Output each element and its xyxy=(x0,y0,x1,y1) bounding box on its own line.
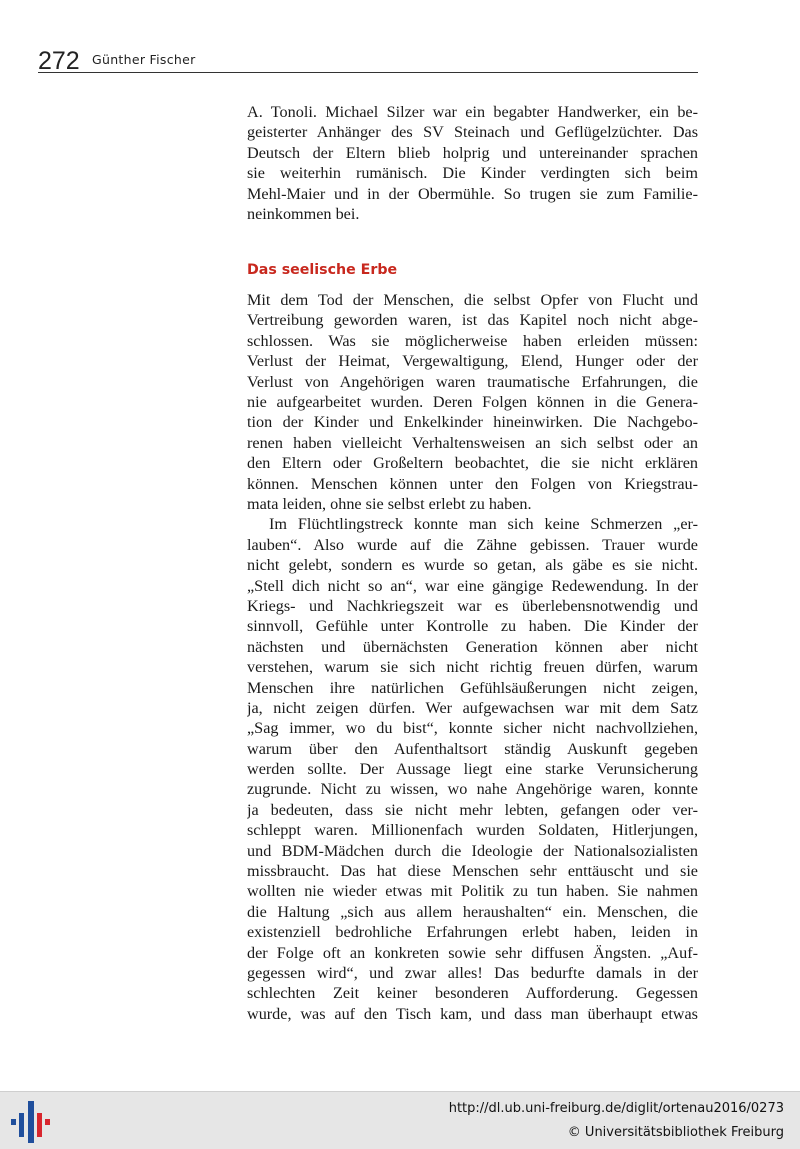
text-line: Mehl-Maier und in der Obermühle. So trugen sie zum Familie- xyxy=(247,184,698,203)
text-line: verstehen, warum sie sich nicht richtig freuen dürfen, warum xyxy=(247,658,698,677)
section-heading: Das seelische Erbe xyxy=(247,262,398,278)
source-url-link[interactable]: http://dl.ub.uni-freiburg.de/diglit/ortenau2016/0273 xyxy=(448,1101,784,1116)
text-line: warum über den Aufenthaltsort ständig Auskunft gegeben xyxy=(247,739,698,758)
text-line: sie weiterhin rumänisch. Die Kinder verdingten sich beim xyxy=(247,164,698,183)
text-line: Mit dem Tod der Menschen, die selbst Opfer von Flucht und xyxy=(247,291,698,309)
paragraph-section-intro xyxy=(247,290,698,514)
copyright-notice: © Universitätsbibliothek Freiburg xyxy=(567,1125,784,1140)
text-line: gegessen wird“, und zwar alles! Das bedurfte damals in der xyxy=(247,963,698,982)
text-line: lauben“. Also wurde auf die Zähne gebissen. Trauer wurde xyxy=(247,535,698,554)
text-line: geisterter Anhänger des SV Steinach und Geflügelzüchter. Das xyxy=(247,123,698,142)
text-line: Verlust von Angehörigen waren traumatische Erfahrungen, die xyxy=(247,372,698,391)
text-line: die Haltung „sich aus allem heraushalten“ ein. Menschen, die xyxy=(247,902,698,921)
viewer-footer xyxy=(0,1091,800,1149)
text-line: Verlust der Heimat, Vergewaltigung, Elend, Hunger oder der xyxy=(247,352,698,371)
text-line: Kriegs- und Nachkriegszeit war es überlebensnotwendig und xyxy=(247,596,698,615)
text-line: neinkommen bei. xyxy=(247,204,360,223)
text-line: Menschen ihre natürlichen Gefühlsäußerungen nicht zeigen, xyxy=(247,678,698,697)
text-line: und BDM-Mädchen durch die Ideologie der Nationalsozialisten xyxy=(247,841,698,860)
text-line: missbraucht. Das hat diese Menschen sehr enttäuscht und sie xyxy=(247,862,698,881)
text-line: der Folge oft an konkreten sowie sehr diffusen Ängsten. „Auf- xyxy=(247,943,698,962)
text-line: können. Menschen können unter den Folgen von Kriegstrau- xyxy=(247,474,698,493)
text-line: nicht gelebt, sondern es wurde so getan, als gäbe es sie nicht. xyxy=(247,556,698,575)
text-line: „Sag immer, wo du bist“, konnte sicher nicht nachvollziehen, xyxy=(247,719,698,738)
running-head xyxy=(38,46,698,73)
text-line: wurde, was auf den Tisch kam, und dass man überhaupt etwas xyxy=(247,1004,698,1023)
text-line: tion der Kinder und Enkelkinder hineinwirken. Die Nachgebo- xyxy=(247,413,698,432)
text-line: den Eltern oder Großeltern beobachtet, die sie nicht erklären xyxy=(247,454,698,473)
text-line: sinnvoll, Gefühle unter Kontrolle zu haben. Die Kinder der xyxy=(247,617,698,636)
text-line: „Stell dich nicht so an“, war eine gängige Redewendung. In der xyxy=(247,576,698,595)
text-line: renen haben vielleicht Verhaltensweisen an sich selbst oder an xyxy=(247,433,698,452)
text-line: nie aufgearbeitet wurden. Deren Folgen können in die Genera- xyxy=(247,392,698,411)
text-line: schlechten Zeit keiner besonderen Aufforderung. Gegessen xyxy=(247,984,698,1003)
text-line: werden sollte. Der Aussage liegt eine starke Verunsicherung xyxy=(247,760,698,779)
ub-freiburg-logo-icon xyxy=(10,1099,52,1145)
text-line: schlossen. Was sie möglicherweise haben erleiden müssen: xyxy=(247,331,698,350)
text-line: Deutsch der Eltern blieb holprig und untereinander sprachen xyxy=(247,143,698,162)
text-line: A. Tonoli. Michael Silzer war ein begabter Handwerker, ein be- xyxy=(247,103,698,121)
text-line: ja bedeuten, dass sie nicht mehr lebten, gefangen oder ver- xyxy=(247,800,698,819)
text-line: schleppt waren. Millionenfach wurden Soldaten, Hitlerjungen, xyxy=(247,821,698,840)
paragraph-intro xyxy=(247,102,698,224)
paragraph-fluechtlingstreck xyxy=(247,514,698,1024)
text-line: mata leiden, ohne sie selbst erlebt zu haben. xyxy=(247,494,532,513)
text-line: Vertreibung geworden waren, ist das Kapitel noch nicht abge- xyxy=(247,311,698,330)
text-line: existenziell bedrohliche Erfahrungen erlebt haben, leiden in xyxy=(247,923,698,942)
text-line: zugrunde. Nicht zu wissen, wo nahe Angehörige waren, konnte xyxy=(247,780,698,799)
running-head-author: Günther Fischer xyxy=(92,52,196,67)
text-line: wollten nie wieder etwas mit Politik zu tun haben. Sie nahmen xyxy=(247,882,698,901)
page-number: 272 xyxy=(38,47,80,75)
text-line: nächsten und übernächsten Generation können aber nicht xyxy=(247,637,698,656)
text-line: ja, nicht zeigen dürfen. Wer aufgewachsen war mit dem Satz xyxy=(247,698,698,717)
text-line: Im Flüchtlingstreck konnte man sich keine Schmerzen „er- xyxy=(269,515,698,534)
